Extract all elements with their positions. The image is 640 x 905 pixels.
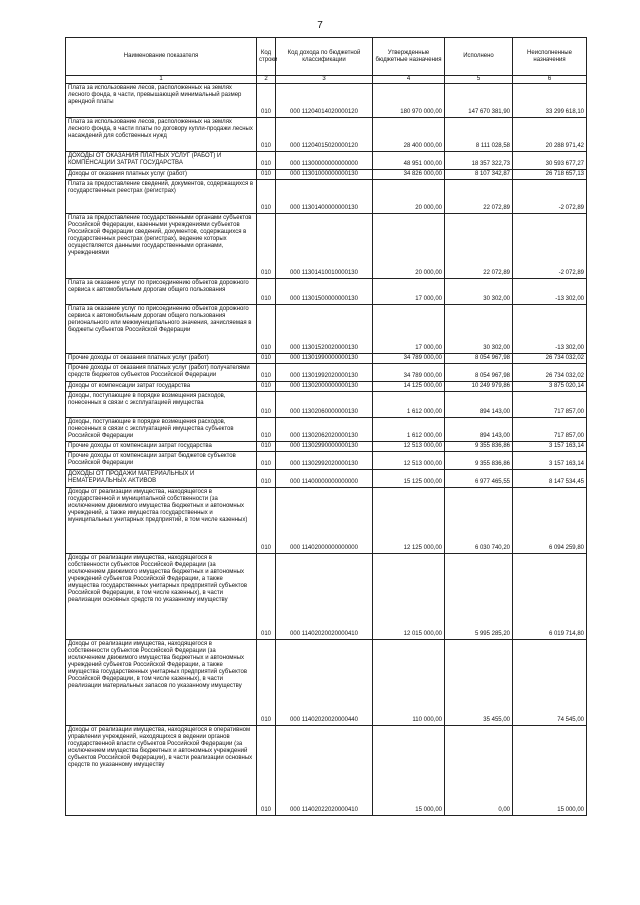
executed-amount: 8 054 967,98: [445, 354, 513, 364]
line-code: 010: [257, 488, 276, 554]
table-row: [66, 640, 587, 726]
indicator-name: Плата за использование лесов, расположенных на землях лесного фонда, в части, превышающей минимальный размер арендной платы: [66, 84, 257, 118]
unexecuted-amount: 6 019 714,80: [513, 554, 587, 640]
indicator-name: ДОХОДЫ ОТ ОКАЗАНИЯ ПЛАТНЫХ УСЛУГ (РАБОТ) И КОМПЕНСАЦИИ ЗАТРАТ ГОСУДАРСТВА: [66, 152, 257, 170]
line-code: 010: [257, 452, 276, 470]
unexecuted-amount: 20 288 971,42: [513, 118, 587, 152]
approved-amount: 34 826 000,00: [373, 170, 445, 180]
indicator-name: Доходы от компенсации затрат государства: [66, 382, 257, 392]
approved-amount: 20 000,00: [373, 214, 445, 279]
indicator-name: Прочие доходы от оказания платных услуг (работ) получателями средств бюджетов субъектов Российской Федерации: [66, 364, 257, 382]
indicator-name: Прочие доходы от оказания платных услуг (работ): [66, 354, 257, 364]
indicator-name: Плата за оказание услуг по присоединению объектов дорожного сервиса к автомобильным дорогам общего пользования регионального или межмуниципального значения, зачисляемая в бюджеты субъектов Российской Федерации: [66, 305, 257, 354]
approved-amount: 17 000,00: [373, 279, 445, 305]
kbk-code: 000 11402020020000410: [276, 554, 373, 640]
kbk-code: 000 11302990000000130: [276, 442, 373, 452]
kbk-code: 000 11204015020000120: [276, 118, 373, 152]
column-number: 3: [276, 76, 373, 84]
executed-amount: 9 355 836,86: [445, 442, 513, 452]
approved-amount: 1 612 000,00: [373, 418, 445, 442]
indicator-name: Доходы от оказания платных услуг (работ): [66, 170, 257, 180]
indicator-name: Плата за оказание услуг по присоединению объектов дорожного сервиса к автомобильным дорогам общего пользования: [66, 279, 257, 305]
table-row: [66, 84, 587, 118]
unexecuted-amount: 15 000,00: [513, 726, 587, 816]
executed-amount: 9 355 836,86: [445, 452, 513, 470]
approved-amount: 12 513 000,00: [373, 442, 445, 452]
unexecuted-amount: -2 072,89: [513, 180, 587, 214]
approved-amount: 15 125 000,00: [373, 470, 445, 488]
indicator-name: Доходы от реализации имущества, находящегося в оперативном управлении учреждений, находящихся в ведении органов государственной власти субъектов Российской Федерации (за исключением имущества бюджетных и автономных учреждений субъектов Российской Федерации), в части реализации основных средств по указанному имуществу: [66, 726, 257, 816]
approved-amount: 1 612 000,00: [373, 392, 445, 418]
unexecuted-amount: 717 857,00: [513, 392, 587, 418]
unexecuted-amount: 3 875 020,14: [513, 382, 587, 392]
unexecuted-amount: 33 299 618,10: [513, 84, 587, 118]
indicator-name: Доходы, поступающие в порядке возмещения расходов, понесенных в связи с эксплуатацией имущества: [66, 392, 257, 418]
revenue-report-table: [65, 37, 587, 816]
line-code: 010: [257, 118, 276, 152]
line-code: 010: [257, 640, 276, 726]
table-row: [66, 364, 587, 382]
executed-amount: 8 054 967,98: [445, 364, 513, 382]
approved-amount: 12 015 000,00: [373, 554, 445, 640]
line-code: 010: [257, 305, 276, 354]
header-kbk-code: Код дохода по бюджетной классификации: [276, 38, 373, 76]
table-row: [66, 726, 587, 816]
table-row: [66, 392, 587, 418]
line-code: 010: [257, 418, 276, 442]
table-header-row: [66, 38, 587, 76]
table-row: [66, 118, 587, 152]
kbk-code: 000 11301400000000130: [276, 180, 373, 214]
approved-amount: 12 125 000,00: [373, 488, 445, 554]
header-line-code: Код строки: [257, 38, 276, 76]
table-row: [66, 452, 587, 470]
kbk-code: 000 11301500000000130: [276, 279, 373, 305]
indicator-name: Доходы, поступающие в порядке возмещения расходов, понесенных в связи с эксплуатацией имущества субъектов Российской Федерации: [66, 418, 257, 442]
executed-amount: 0,00: [445, 726, 513, 816]
unexecuted-amount: 8 147 534,45: [513, 470, 587, 488]
kbk-code: 000 11301000000000130: [276, 170, 373, 180]
unexecuted-amount: 3 157 163,14: [513, 452, 587, 470]
kbk-code: 000 11302992020000130: [276, 452, 373, 470]
approved-amount: 28 400 000,00: [373, 118, 445, 152]
indicator-name: Плата за предоставление государственными органами субъектов Российской Федерации, казенными учреждениями субъектов Российской Федерации сведений, документов, содержащихся в государственных реестрах (регистрах), ведение которых осуществляется данными государственными органами, учреждениями: [66, 214, 257, 279]
kbk-code: 000 11204014020000120: [276, 84, 373, 118]
executed-amount: 147 670 381,90: [445, 84, 513, 118]
executed-amount: 35 455,00: [445, 640, 513, 726]
executed-amount: 6 977 465,55: [445, 470, 513, 488]
table-row: [66, 470, 587, 488]
header-indicator-name: Наименование показателя: [66, 38, 257, 76]
executed-amount: 30 302,00: [445, 279, 513, 305]
indicator-name: Доходы от реализации имущества, находящегося в государственной и муниципальной собственности (за исключением движимого имущества бюджетных и автономных учреждений, а также имущества государственных и муниципальных унитарных предприятий, в том числе казенных): [66, 488, 257, 554]
table-body: [66, 84, 587, 816]
column-number: 4: [373, 76, 445, 84]
executed-amount: 5 995 285,20: [445, 554, 513, 640]
kbk-code: 000 11301992020000130: [276, 364, 373, 382]
unexecuted-amount: 6 094 259,80: [513, 488, 587, 554]
executed-amount: 18 357 322,73: [445, 152, 513, 170]
header-executed: Исполнено: [445, 38, 513, 76]
kbk-code: 000 11300000000000000: [276, 152, 373, 170]
indicator-name: ДОХОДЫ ОТ ПРОДАЖИ МАТЕРИАЛЬНЫХ И НЕМАТЕРИАЛЬНЫХ АКТИВОВ: [66, 470, 257, 488]
table-row: [66, 180, 587, 214]
table-row: [66, 488, 587, 554]
header-approved: Утвержденные бюджетные назначения: [373, 38, 445, 76]
kbk-code: 000 11302060000000130: [276, 392, 373, 418]
kbk-code: 000 11400000000000000: [276, 470, 373, 488]
approved-amount: 17 000,00: [373, 305, 445, 354]
line-code: 010: [257, 392, 276, 418]
header-unexecuted: Неисполненные назначения: [513, 38, 587, 76]
page-number: 7: [317, 20, 323, 31]
kbk-code: 000 11402022020000410: [276, 726, 373, 816]
table-row: [66, 170, 587, 180]
unexecuted-amount: -2 072,89: [513, 214, 587, 279]
line-code: 010: [257, 442, 276, 452]
line-code: 010: [257, 554, 276, 640]
kbk-code: 000 11301990000000130: [276, 354, 373, 364]
unexecuted-amount: 26 734 032,02: [513, 354, 587, 364]
approved-amount: 180 970 000,00: [373, 84, 445, 118]
approved-amount: 48 951 000,00: [373, 152, 445, 170]
kbk-code: 000 11301410010000130: [276, 214, 373, 279]
line-code: 010: [257, 279, 276, 305]
unexecuted-amount: 26 734 032,02: [513, 364, 587, 382]
line-code: 010: [257, 470, 276, 488]
line-code: 010: [257, 726, 276, 816]
unexecuted-amount: 3 157 163,14: [513, 442, 587, 452]
executed-amount: 8 111 028,58: [445, 118, 513, 152]
table-row: [66, 354, 587, 364]
indicator-name: Плата за использование лесов, расположенных на землях лесного фонда, в части платы по договору купли-продажи лесных насаждений для собственных нужд: [66, 118, 257, 152]
kbk-code: 000 11301520020000130: [276, 305, 373, 354]
column-number-row: [66, 76, 587, 84]
executed-amount: 894 143,00: [445, 418, 513, 442]
kbk-code: 000 11402020020000440: [276, 640, 373, 726]
line-code: 010: [257, 354, 276, 364]
approved-amount: 34 789 000,00: [373, 354, 445, 364]
indicator-name: Доходы от реализации имущества, находящегося в собственности субъектов Российской Федерации (за исключением движимого имущества бюджетных и автономных учреждений субъектов Российской Федерации, а также имущества государственных унитарных предприятий субъектов Российской Федерации, в том числе казенных), в части реализации материальных запасов по указанному имуществу: [66, 640, 257, 726]
unexecuted-amount: 74 545,00: [513, 640, 587, 726]
line-code: 010: [257, 214, 276, 279]
executed-amount: 6 030 740,20: [445, 488, 513, 554]
column-number: 1: [66, 76, 257, 84]
table-row: [66, 305, 587, 354]
table-row: [66, 152, 587, 170]
table-row: [66, 382, 587, 392]
executed-amount: 8 107 342,87: [445, 170, 513, 180]
executed-amount: 30 302,00: [445, 305, 513, 354]
table-row: [66, 442, 587, 452]
column-number: 6: [513, 76, 587, 84]
kbk-code: 000 11302000000000130: [276, 382, 373, 392]
table-row: [66, 279, 587, 305]
indicator-name: Прочие доходы от компенсации затрат бюджетов субъектов Российской Федерации: [66, 452, 257, 470]
table-row: [66, 214, 587, 279]
indicator-name: Доходы от реализации имущества, находящегося в собственности субъектов Российской Федерации (за исключением движимого имущества бюджетных и автономных учреждений субъектов Российской Федерации, а также имущества государственных унитарных предприятий субъектов Российской Федерации, в том числе казенных), в части реализации основных средств по указанному имуществу: [66, 554, 257, 640]
executed-amount: 22 072,89: [445, 214, 513, 279]
unexecuted-amount: 26 718 657,13: [513, 170, 587, 180]
executed-amount: 10 249 979,86: [445, 382, 513, 392]
approved-amount: 20 000,00: [373, 180, 445, 214]
kbk-code: 000 11402000000000000: [276, 488, 373, 554]
approved-amount: 34 789 000,00: [373, 364, 445, 382]
line-code: 010: [257, 180, 276, 214]
column-number: 2: [257, 76, 276, 84]
table-row: [66, 418, 587, 442]
line-code: 010: [257, 382, 276, 392]
line-code: 010: [257, 84, 276, 118]
executed-amount: 894 143,00: [445, 392, 513, 418]
approved-amount: 15 000,00: [373, 726, 445, 816]
executed-amount: 22 072,89: [445, 180, 513, 214]
unexecuted-amount: 717 857,00: [513, 418, 587, 442]
approved-amount: 14 125 000,00: [373, 382, 445, 392]
kbk-code: 000 11302062020000130: [276, 418, 373, 442]
unexecuted-amount: -13 302,00: [513, 305, 587, 354]
approved-amount: 12 513 000,00: [373, 452, 445, 470]
indicator-name: Плата за предоставление сведений, документов, содержащихся в государственных реестрах (регистрах): [66, 180, 257, 214]
line-code: 010: [257, 364, 276, 382]
approved-amount: 110 000,00: [373, 640, 445, 726]
line-code: 010: [257, 152, 276, 170]
column-number: 5: [445, 76, 513, 84]
table-row: [66, 554, 587, 640]
indicator-name: Прочие доходы от компенсации затрат государства: [66, 442, 257, 452]
unexecuted-amount: 30 593 677,27: [513, 152, 587, 170]
line-code: 010: [257, 170, 276, 180]
unexecuted-amount: -13 302,00: [513, 279, 587, 305]
